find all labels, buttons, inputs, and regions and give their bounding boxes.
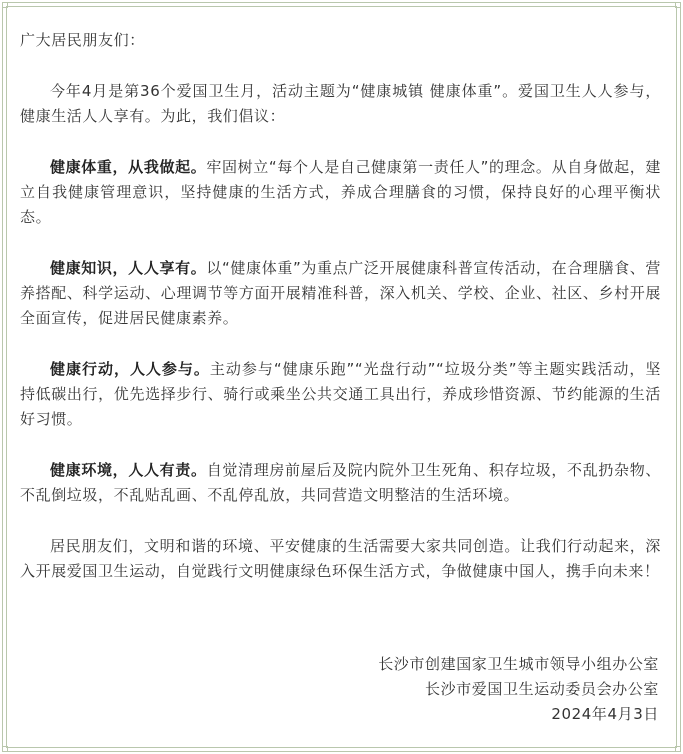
- signature-org-2: 长沙市爱国卫生运动委员会办公室: [424, 680, 659, 698]
- corner-ornament: [2, 2, 8, 8]
- letter-body: [20, 28, 661, 610]
- signature-block: [378, 652, 659, 727]
- paragraph-health-action: [20, 357, 661, 432]
- paragraph-closing: [20, 534, 661, 584]
- paragraph-lead: 健康行动，人人参与。: [50, 360, 210, 378]
- paragraph-lead: 健康环境，人人有责。: [50, 461, 207, 479]
- paragraph-lead: 健康知识，人人享有。: [50, 259, 207, 277]
- paragraph-health-weight: [20, 155, 661, 230]
- corner-ornament: [675, 746, 681, 752]
- paragraph-text: 以“健康体重”为重点广泛开展健康科普宣传活动，在合理膳食、营养搭配、科学运动、心理调节等方面开展精准科普，深入机关、学校、企业、社区、乡村开展全面宣传，促进居民健康素养。: [20, 259, 661, 327]
- corner-ornament: [2, 746, 8, 752]
- paragraph-text: 居民朋友们，文明和谐的环境、平安健康的生活需要大家共同创造。让我们行动起来，深入开展爱国卫生运动，自觉践行文明健康绿色环保生活方式，争做健康中国人，携手向未来！: [20, 537, 661, 580]
- signature-org-1: 长沙市创建国家卫生城市领导小组办公室: [378, 655, 659, 673]
- paragraph-lead: 健康体重，从我做起。: [50, 158, 207, 176]
- greeting: 广大居民朋友们：: [20, 31, 145, 49]
- paragraph-text: 今年4月是第36个爱国卫生月，活动主题为“健康城镇 健康体重”。爱国卫生人人参与，健康生活人人享有。为此，我们倡议：: [20, 82, 661, 125]
- signature-date: 2024年4月3日: [551, 705, 659, 723]
- paragraph-text: 自觉清理房前屋后及院内院外卫生死角、积存垃圾，不乱扔杂物、不乱倒垃圾，不乱贴乱画、不乱停乱放，共同营造文明整洁的生活环境。: [20, 461, 661, 504]
- paragraph-intro: [20, 79, 661, 129]
- paragraph-health-knowledge: [20, 256, 661, 331]
- paragraph-text: 主动参与“健康乐跑”“光盘行动”“垃圾分类”等主题实践活动，坚持低碳出行，优先选择步行、骑行或乘坐公共交通工具出行，养成珍惜资源、节约能源的生活好习惯。: [20, 360, 661, 428]
- corner-ornament: [675, 2, 681, 8]
- paragraph-health-environment: [20, 458, 661, 508]
- paragraph-text: 牢固树立“每个人是自己健康第一责任人”的理念。从自身做起，建立自我健康管理意识，坚持健康的生活方式，养成合理膳食的习惯，保持良好的心理平衡状态。: [20, 158, 661, 226]
